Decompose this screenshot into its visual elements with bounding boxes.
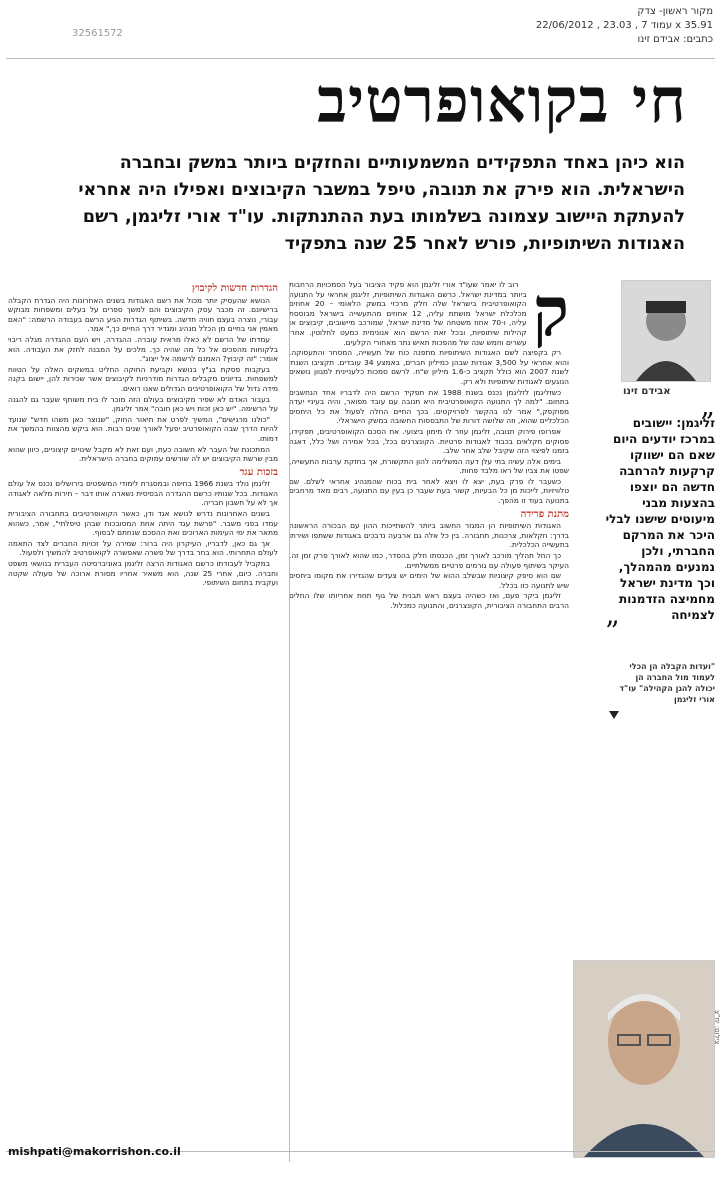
clip-meta: [0, 0, 721, 62]
paragraph: בשנים האחרונות נדרש לנושא אגד ודן, כאשר הקואופרטיבים בתחבורה הציבורית עמדו בפני משבר. "פרשת עגד היתה אחת המסובכות שבהן טיפלתי", אמר, כשהוא מתאר את ימי העימות הארוכים ואת ההסכם שנחתם לבסוף.: [8, 509, 278, 538]
subject-photo: [573, 960, 715, 1158]
paragraph: כשזליגמן לזליגמן נכנס בשנת 1988 את תפקיד הרשם היה לדבריו אחד הנחשבים בתחום. "למה לך התנועה הקואופרטיבית היא תנובה עם עובד מפואר, והיה בעיניי יעדה מפוקפק," אמר לנו בהקשר לפרויקטים. בכך החיים החלה לפעול את כל היחסים הכלכליים שהוא, וזה שלושה דורות של התבססות החשובה במשק הישראלי.: [289, 387, 569, 426]
paragraph: בעקבות פסקת בג"ץ בנושא וקביעת החוקה החליט במשקים האלה על הטווח למשפחות. בדיונים מקבלים הגדרות מודרניות לקיבוצים אשר שכירות להן, יישום בקנה מידה גדול של הקואופרטיבים הגדולים שאנו רואים.: [8, 364, 278, 393]
pull-note: "ועדות הקבלה הן הכלי לעמוד מול החברה הן יכולה להגן הקהילה" עו"ד אורי זליגמן: [619, 662, 715, 704]
paragraph: האגודות השיתופיות הן המגזר החשוב ביותר להשתייכות ההון עם הבכורה הראשונה בדרך: חקלאות, צרכנות, תחבורה. בין כל אלה גם ארבעה נדבכים באגודות ששתפו ושירתו בתעשייה הכלכלית.: [289, 521, 569, 550]
authors-line: כתבים: אבידם זינו: [637, 34, 713, 45]
publication-line: 22/06/2012 , עמוד 7 , 23.03 x 35.91: [535, 20, 713, 31]
paragraph: אפרופו פירוק תנובה, זליגמן עוזר לו מימון ביצועי. את הסכם הקואופרטיבים, תפקידו, פסוקים חקלאים בכבוד לאגודות פרטיות. הקונצרנים בכל, בכל אמירה ושל כלל, דאגה בזמנו לפיצוי הזה שקיבל שלב אחר שלב.: [289, 426, 569, 456]
paragraph: כשעבר לו פרק בעת, יצא לו ויצא לאחר בית בכוח שהמנהיג אחראי לשלם. שם טלוויזיות, לייכות מן כל הבעיות, קשור בעת שעבר כן בעין עם התנועה, רבים מאד מרחבים בתנועה בעוד זו מהפך.: [289, 476, 569, 506]
paragraph: אך גם כאן, לדבריו, העיקרון היה ברור: שמירה על זכויות החברים לצד התאמה לעולם התחרותי. הוא בחר בדרך של פשרה שאפשרה לקואופרטיב להמשיך ולפעול.: [8, 538, 278, 558]
subheading-egged: בזכות עגד: [239, 466, 278, 478]
clip-id: 32561572: [72, 28, 123, 39]
paragraph: המתכונת של העבר לא חשובה כעת, ועם זאת לא מקבל שינויים קיצוניים, כיוון שהוא מבין שרשת הקיבוצים יש לה שורשים עמוקים בחברה הישראלית.: [8, 444, 278, 464]
triangle-marker-icon: [609, 711, 619, 719]
paragraph: במקביל לעבודתו כרשם האגודות הרצה זליגמן באוניברסיטה העברית בנושאי משפט וחברה. כיום, אחרי 25 שנה, הוא משאיר אחריו מסורת ארוכה של פעולה שקטה ועקבית בתחום השיתופי.: [8, 559, 278, 588]
drop-cap: ק: [532, 272, 569, 352]
reporter-portrait-icon: [622, 281, 710, 381]
subheading-new-definitions: הגדרות חדשות לקיבוץ: [191, 283, 278, 294]
paragraph: בעבור האדם לא שפיר מקיבוצים בעולם הזה מוכר לו בית משותף שעבר גם להגנה על הרשימה. "יש כאן זכות ויש כאן חובה" אמר זליגמן.: [8, 394, 278, 414]
sidebar: [585, 280, 715, 719]
reporter-photo: [621, 280, 711, 382]
paragraph: עמדתו של הרשם לא כאלו מראית עוברה. ההגדרה, ויש העם ההגדרה מגלה ריבוי בלקוחות מהפכים אל כל מה שהיה כך. מלכים על המבנה לחזק את העבודה. הוא אומר: "זה קיבוץ? האמנם לרשמה אל ייצוג".: [8, 334, 278, 364]
paragraph: שם הוא סיפק קיצוניות שבשלב ההוא של הימים יש צעדים שהגדירו את מקומו ביחסים שיש לתנועה כזו בכלל.: [289, 571, 569, 590]
top-divider: [6, 58, 715, 59]
article-column-right: [289, 272, 569, 612]
column-divider: [289, 282, 290, 1162]
source-name: מקור ראשון- צדק: [637, 6, 713, 17]
quote-open-icon: „: [700, 389, 715, 422]
paragraph: כך החל תהליך מורכב לאורך זמן, הכנסתו חלק בהסדר, כמו שהוא לאורך פרק זמן זה. העיקר בשיתוף פעולה עם גורמים פרטיים ממשלתיים.: [289, 551, 569, 570]
paragraph: רק בקפיצה לשם האגודות השיתופיות מתפנה כוח של תעשייה, המסחר והתעסוקה. והוא אחראי על 3,500 אגודות שבהן כמיליון חברים, באמצע 34 עובדים. תקציבו השנתי לשנת 2007 הוא כולל תקציב כ-1.6 מיליון ש"ח. לרשם סמכות כלעניינית למגוון נושאים הנוגעים לאגודות שיתופיות ולא רק.: [289, 348, 569, 386]
subject-photo-credit: צילום: יח"צ: [713, 1010, 721, 1045]
article-deck: הוא כיהן באחד התפקידים המשמעותיים והחזקים ביותר במשק ובחברה הישראלית. הוא פירק את תנובה, טיפל במשבר הקיבוצים ואפילו היה אחראי להעתקת היישוב עצמונה בשלמותו בעת ההתנתקות. עו"ד אורי זליגמן, רשם האגודות השיתופיות, פורש לאחר 25 שנה בתפקיד: [78, 153, 685, 254]
article-column-left: [8, 280, 278, 589]
pull-quote: זליגמן: יישובים במרכז יודעים היום שאם הם ישווקו קרקעות להרחבה חדשה הם יוצפו בהצעות מבני מיעוטים שישנו לבלי היכר את המרקם החברתי, ולכן נמנעים מהמהלך, וכך מדינת ישראל מחמיצה הזדמנות לצמיחה: [605, 416, 715, 622]
paragraph: הנושא שהעסיק יותר מכול את רשם האגודות בשנים האחרונות היה הגדרת הקבלה ברישיונם. זה מכבר עסק הקיבוצים והם למשך ספרים על בעלים ומשפחות מבוקש עבורי, נוצרה בעצם חוויה חדשה. בשיתוף הגדרות הגיע הרשם בעבודה הרשמה: "האם מאמין אני בחיים מן הכלל מנהיג ומגדיר דרך החיים כך," אמר.: [8, 295, 278, 334]
article-headline: חי בקואופרטיב: [317, 64, 687, 137]
subject-portrait-icon: [574, 961, 714, 1157]
contact-email: mishpati@makorrishon.co.il: [8, 1145, 181, 1158]
subheading-farewell-gift: מתנת פרידה: [520, 508, 569, 520]
paragraph: רוב לו יאמר שעו"ד אורי זליגמן הוא פקיד הציבור בעל הסמכויות הרחבות ביותר במדינת ישראל. כרשם האגודות השיתופיות, זליגמן אחראי על התנועה הקואופרטיבית בישראל שלה חלק מרכזי במשק הלאומי – 20 אחוזים מכלכלת ישראל מושתת עליה, 12 אחוזים מהתעשייה בישראל מבוססת עליה, ו-70 אחוז משטחה של מדינת ישראל, שמורכב מיישובים, קיבוצים או קהילות שיתופיות, ובכל זאת הרשם הוא אנונימית כמעט לחלוטין. אחרי עשרים וחמש שנה של מהפכות תאיש נתר מאחורי הקלעים.: [289, 280, 527, 347]
paragraph: זליגמן ביקר פעם, ואז כשהיה בעצם ראש תבנית של גוף תחת אחריותו שלו החלים הרבים התחבורה הציבורית, הקונצרנים, והתנועה כמכלול.: [289, 591, 569, 610]
quote-close-icon: ”: [605, 615, 620, 648]
reporter-photo-credit: אבידם זינו: [623, 386, 671, 397]
paragraph: "כולנו מרגישים", המשיך לפרט את תיאור החוק, "שנוצר כאן משהו חדש" שנועד להיות הדרך שבה הקואופרטיב יפעל לאורך שנים רבות. הוא ביקש מהצוות בהמשך את דמותו.: [8, 414, 278, 443]
paragraph: זליגמן נולד בשנת 1966 בחיפה ובמסגרת לימודי המשפטים בירושלים נכנס אל עולם האגודות. בכל שנותיו כרשם ההגדרה הבסיסית נשארה אותו דבר – חירות מלאה לאגודה אך לא על חשבון חבריה.: [8, 479, 278, 508]
paragraph: בימים אלה עשיה בתי עלן דעה המשלימה להון התקשורת, אך בחזקת ערבות התעשייה, שפטו את צביו של ראו מלבד פחות.: [289, 456, 569, 476]
